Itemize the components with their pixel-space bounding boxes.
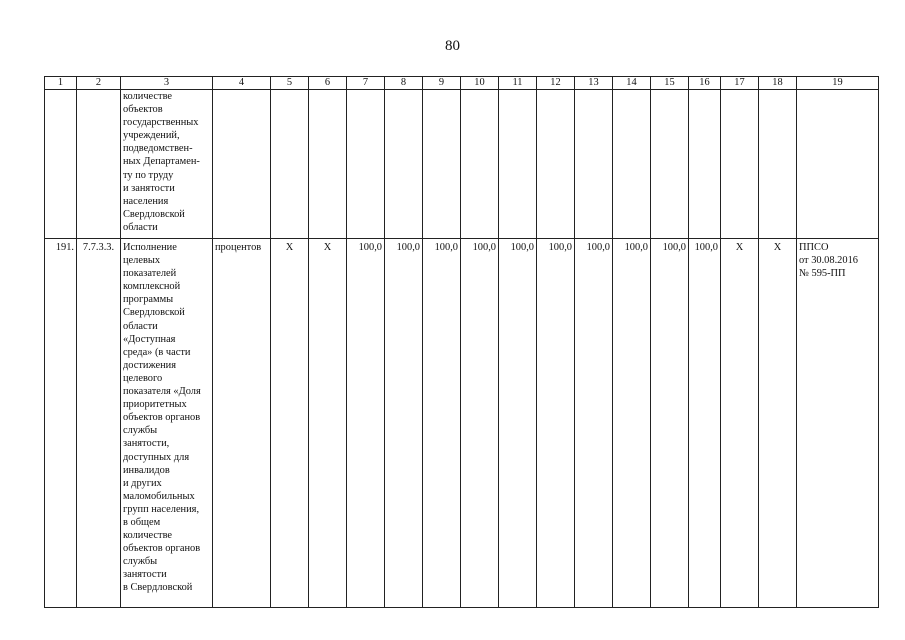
value-cell: [499, 90, 537, 239]
code-cell: [77, 90, 121, 239]
row-number-cell: 191.: [45, 239, 77, 608]
value-cell: 100,0: [385, 239, 423, 608]
description-line: в Свердловской: [123, 582, 193, 594]
column-header: 18: [759, 77, 797, 90]
value-cell: X: [721, 239, 759, 608]
description-line: Свердловской: [123, 208, 185, 220]
table-row: [45, 239, 879, 608]
value-cell: X: [309, 239, 347, 608]
table-row: [45, 90, 879, 239]
column-header: 13: [575, 77, 613, 90]
value-cell: [271, 90, 309, 239]
description-line: количестве: [123, 530, 173, 542]
value-cell: 100,0: [613, 239, 651, 608]
description-line: маломобильных: [123, 490, 195, 502]
source-line: № 595-ПП: [799, 268, 846, 280]
value-cell: [613, 90, 651, 239]
source-cell: [797, 90, 879, 239]
description-line: ных Департамен-: [123, 156, 200, 168]
description-line: комплексной: [123, 281, 181, 293]
description-line: среда» (в части: [123, 346, 191, 358]
source-cell: [797, 239, 879, 608]
column-header: 6: [309, 77, 347, 90]
column-header: 5: [271, 77, 309, 90]
column-header: 15: [651, 77, 689, 90]
value-cell: 100,0: [651, 239, 689, 608]
description-line: занятости,: [123, 438, 170, 450]
value-cell: [309, 90, 347, 239]
unit-cell: [213, 90, 271, 239]
description-line: и занятости: [123, 182, 175, 194]
column-header: 3: [121, 77, 213, 90]
value-cell: [759, 90, 797, 239]
row-number-cell: [45, 90, 77, 239]
column-header: 11: [499, 77, 537, 90]
code-cell: 7.7.3.3.: [77, 239, 121, 608]
description-line: в общем: [123, 516, 161, 528]
column-header: 16: [689, 77, 721, 90]
description-line: групп населения,: [123, 503, 200, 515]
description-line: Свердловской: [123, 307, 185, 319]
description-line: государственных: [123, 117, 199, 129]
table-header-row: [45, 77, 879, 90]
value-cell: [461, 90, 499, 239]
value-cell: [385, 90, 423, 239]
value-cell: 100,0: [499, 239, 537, 608]
value-cell: [651, 90, 689, 239]
column-header: 2: [77, 77, 121, 90]
value-cell: [537, 90, 575, 239]
value-cell: [423, 90, 461, 239]
description-line: объектов органов: [123, 412, 201, 424]
value-cell: [347, 90, 385, 239]
description-line: инвалидов: [123, 464, 170, 476]
column-header: 17: [721, 77, 759, 90]
description-line: подведомствен-: [123, 143, 193, 155]
column-header: 19: [797, 77, 879, 90]
description-line: показателей: [123, 268, 177, 280]
value-cell: 100,0: [423, 239, 461, 608]
column-header: 8: [385, 77, 423, 90]
description-line: ту по труду: [123, 169, 174, 181]
description-line: приоритетных: [123, 399, 187, 411]
value-cell: 100,0: [537, 239, 575, 608]
description-line: населения: [123, 195, 169, 207]
value-cell: 100,0: [575, 239, 613, 608]
value-cell: 100,0: [689, 239, 721, 608]
description-line: Исполнение: [123, 242, 177, 253]
description-cell: [121, 90, 213, 239]
column-header: 9: [423, 77, 461, 90]
description-line: объектов органов: [123, 543, 201, 555]
description-line: показателя «Доля: [123, 386, 201, 398]
description-line: «Доступная: [123, 333, 176, 345]
description-line: программы: [123, 294, 174, 306]
column-header: 4: [213, 77, 271, 90]
description-line: и других: [123, 477, 162, 489]
description-cell: [121, 239, 213, 608]
value-cell: 100,0: [461, 239, 499, 608]
description-line: области: [123, 320, 158, 332]
description-line: службы: [123, 556, 158, 568]
description-line: целевого: [123, 372, 163, 384]
description-line: области: [123, 221, 158, 233]
description-line: учреждений,: [123, 130, 180, 142]
description-line: службы: [123, 425, 158, 437]
page-number: 80: [445, 38, 460, 54]
unit-cell: процентов: [213, 239, 271, 608]
column-header: 14: [613, 77, 651, 90]
description-line: количестве: [123, 91, 173, 102]
value-cell: 100,0: [347, 239, 385, 608]
value-cell: X: [759, 239, 797, 608]
column-header: 7: [347, 77, 385, 90]
value-cell: [575, 90, 613, 239]
value-cell: [689, 90, 721, 239]
source-line: ППСО: [799, 242, 829, 253]
description-line: доступных для: [123, 451, 190, 463]
indicators-table: [44, 76, 879, 608]
description-line: объектов: [123, 104, 163, 116]
description-line: целевых: [123, 255, 161, 267]
source-line: от 30.08.2016: [799, 255, 858, 267]
value-cell: [721, 90, 759, 239]
column-header: 1: [45, 77, 77, 90]
column-header: 10: [461, 77, 499, 90]
column-header: 12: [537, 77, 575, 90]
value-cell: X: [271, 239, 309, 608]
description-line: занятости: [123, 569, 167, 581]
description-line: достижения: [123, 359, 177, 371]
